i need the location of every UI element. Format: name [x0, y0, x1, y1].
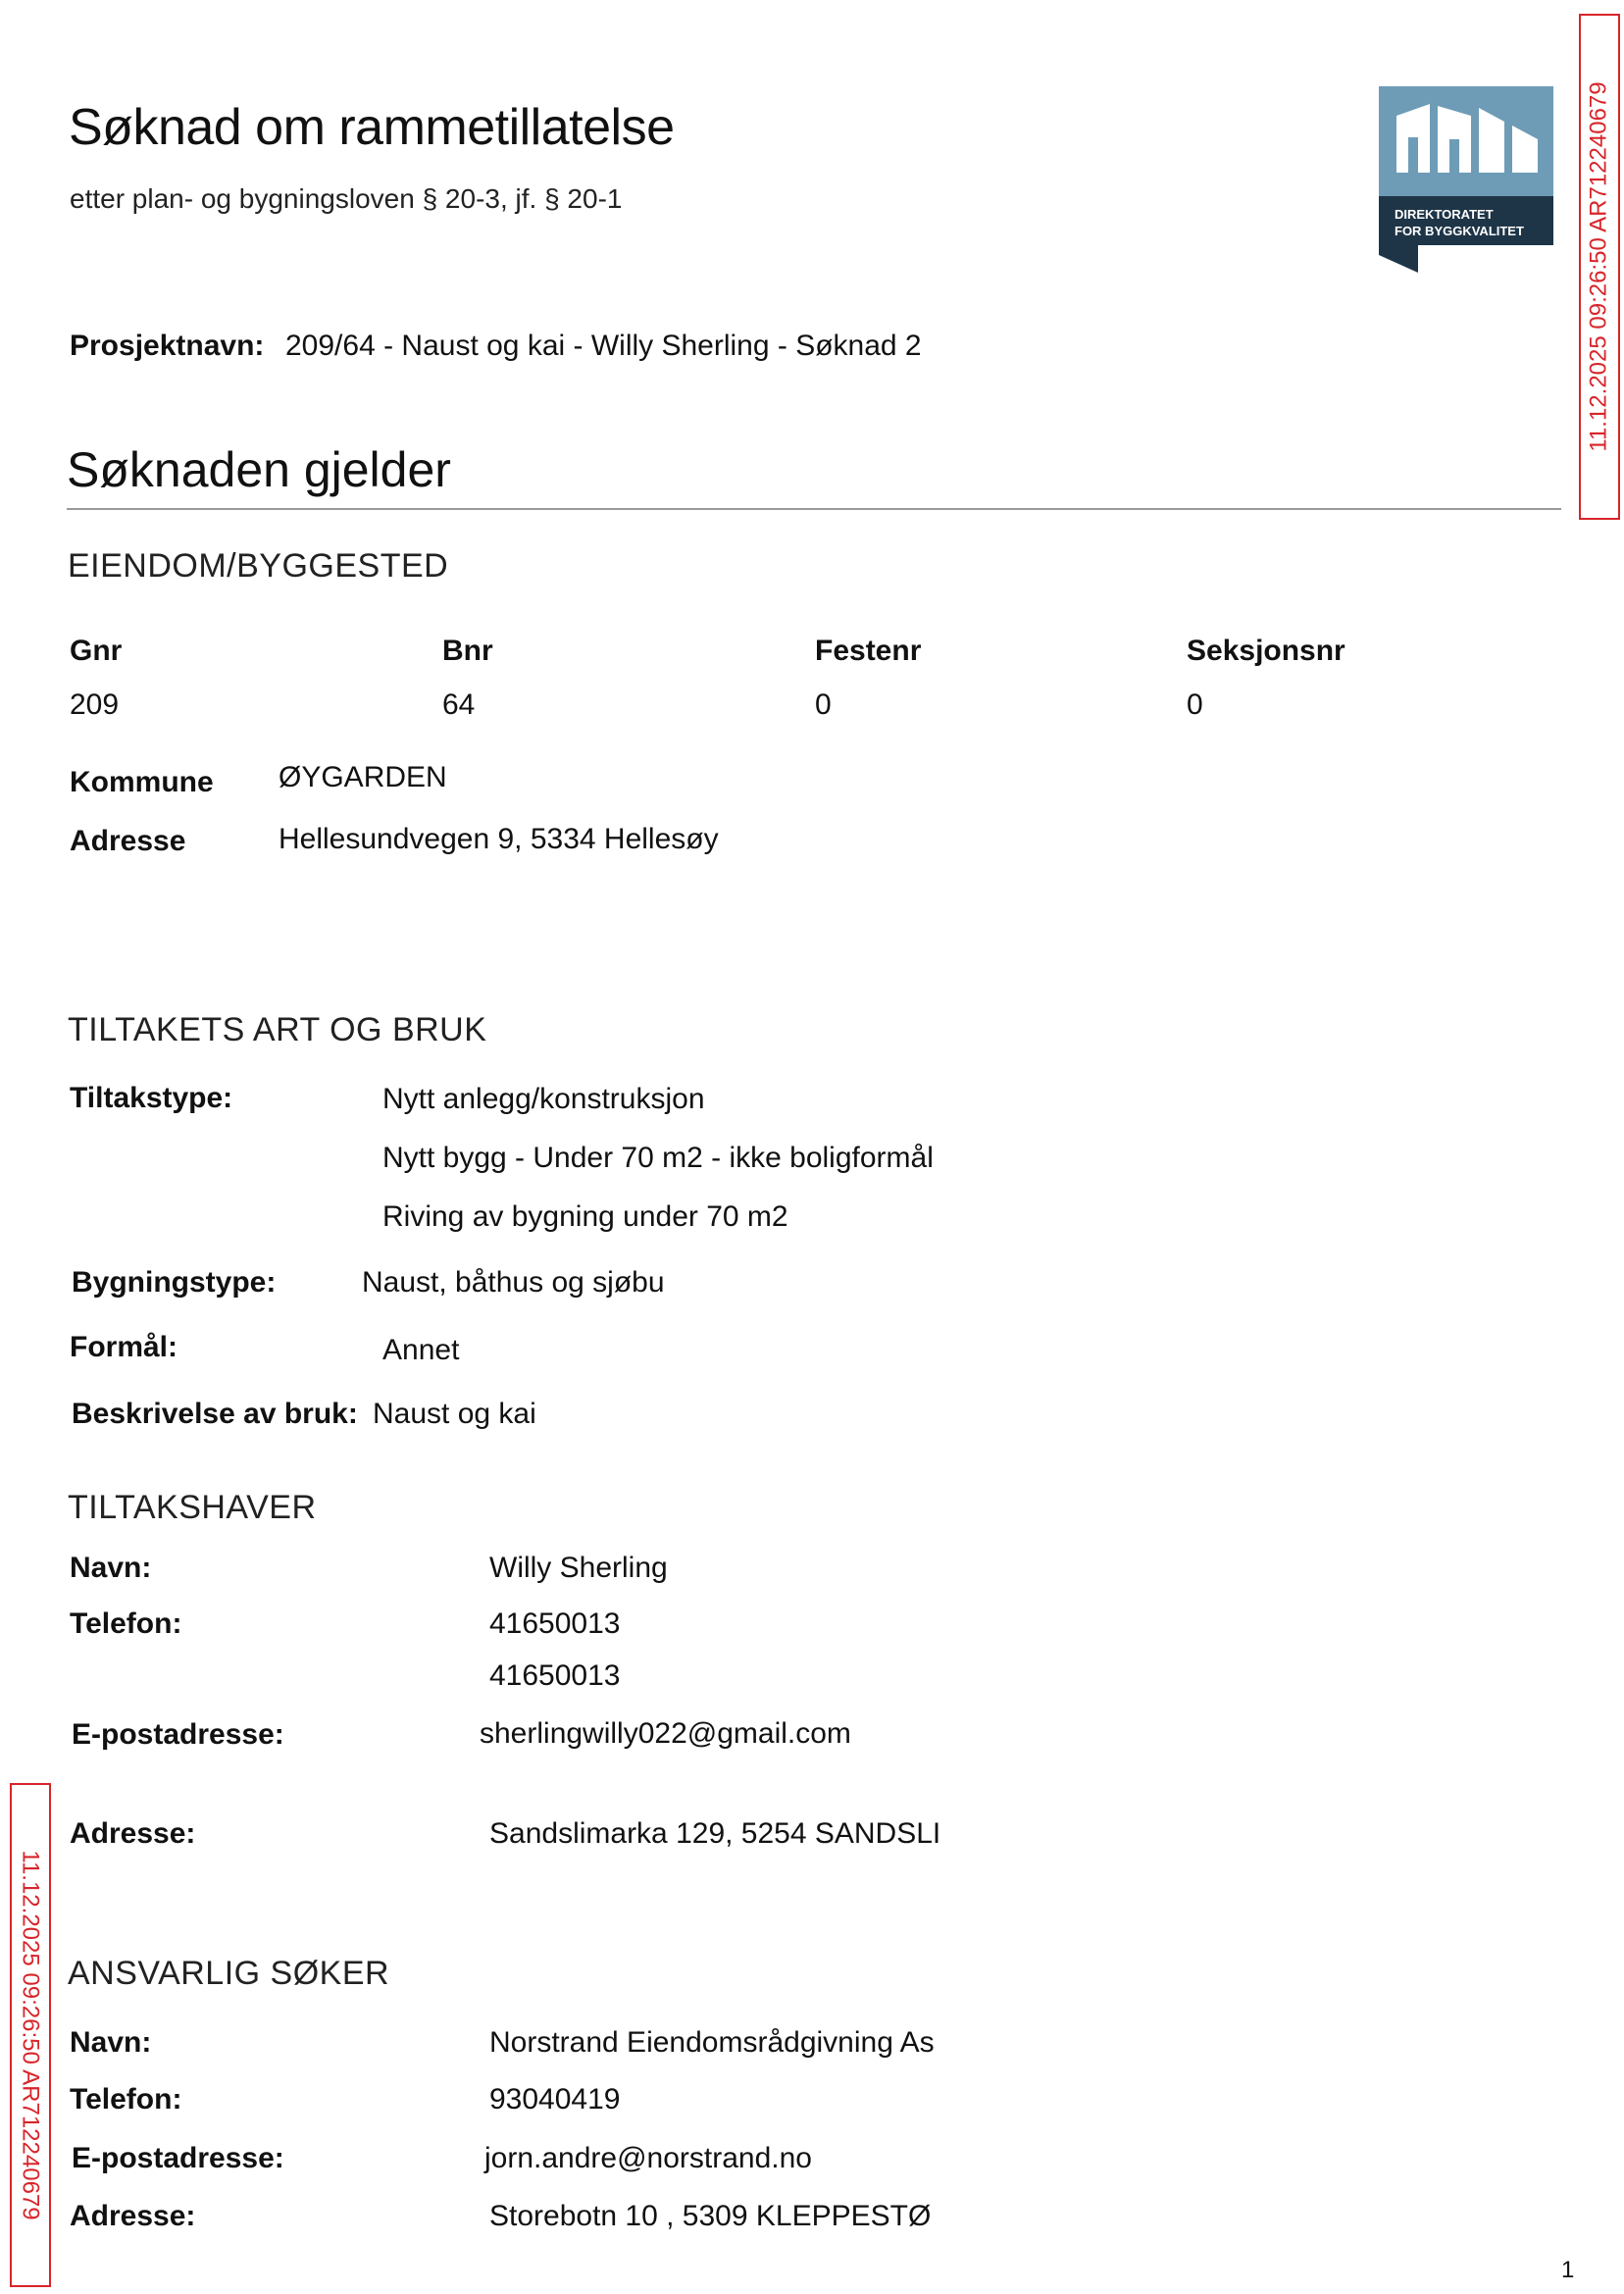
- soker-navn-label: Navn:: [70, 2026, 152, 2059]
- bygningstype-label: Bygningstype:: [72, 1266, 277, 1299]
- page-number: 1: [1561, 2257, 1575, 2283]
- bruk-label: Beskrivelse av bruk:: [72, 1398, 358, 1430]
- project-label: Prosjektnavn:: [70, 330, 265, 362]
- soker-telefon-value: 93040419: [489, 2083, 621, 2116]
- stamp-text-top: 11.12.2025 09:26:50 AR712240679: [1586, 81, 1612, 452]
- document-title: Søknad om rammetillatelse: [69, 99, 675, 156]
- tiltak-heading: TILTAKETS ART OG BRUK: [68, 1011, 487, 1048]
- soker-navn-value: Norstrand Eiendomsrådgivning As: [489, 2026, 935, 2059]
- seksjonsnr-label: Seksjonsnr: [1187, 635, 1345, 667]
- tiltakshaver-epost-label: E-postadresse:: [72, 1718, 284, 1751]
- tiltakshaver-adresse-label: Adresse:: [70, 1817, 196, 1850]
- tiltakshaver-telefon-label: Telefon:: [70, 1607, 182, 1640]
- eiendom-adresse-label: Adresse: [70, 825, 186, 857]
- kommune-value: ØYGARDEN: [279, 761, 447, 793]
- eiendom-adresse-value: Hellesundvegen 9, 5334 Hellesøy: [279, 823, 719, 855]
- tiltakshaver-heading: TILTAKSHAVER: [68, 1489, 317, 1526]
- tiltakstype-value-1: Nytt anlegg/konstruksjon: [382, 1083, 705, 1115]
- bnr-label: Bnr: [442, 635, 493, 667]
- tiltakshaver-telefon-value-1: 41650013: [489, 1607, 621, 1640]
- gnr-label: Gnr: [70, 635, 123, 667]
- soker-epost-label: E-postadresse:: [72, 2142, 284, 2174]
- section-divider: [67, 508, 1561, 510]
- tiltakshaver-adresse-value: Sandslimarka 129, 5254 SANDSLI: [489, 1817, 941, 1850]
- formal-label: Formål:: [70, 1331, 178, 1363]
- tiltakstype-label: Tiltakstype:: [70, 1082, 233, 1114]
- logo-line-1: DIREKTORATET: [1395, 207, 1494, 222]
- festenr-value: 0: [815, 688, 832, 721]
- logo-line-2: FOR BYGGKVALITET: [1395, 224, 1524, 238]
- soker-epost-value: jorn.andre@norstrand.no: [484, 2142, 812, 2174]
- tiltakshaver-navn-value: Willy Sherling: [489, 1552, 668, 1584]
- eiendom-heading: EIENDOM/BYGGESTED: [68, 547, 449, 585]
- gnr-value: 209: [70, 688, 120, 721]
- bruk-value: Naust og kai: [373, 1398, 536, 1430]
- soker-adresse-label: Adresse:: [70, 2200, 196, 2232]
- dibk-logo: [1379, 86, 1553, 273]
- document-subtitle: etter plan- og bygningsloven § 20-3, jf. § 20-1: [70, 183, 623, 214]
- soker-adresse-value: Storebotn 10 , 5309 KLEPPESTØ: [489, 2200, 932, 2232]
- tiltakstype-value-2: Nytt bygg - Under 70 m2 - ikke boligformål: [382, 1142, 934, 1174]
- tiltakstype-value-3: Riving av bygning under 70 m2: [382, 1200, 788, 1233]
- soker-heading: ANSVARLIG SØKER: [68, 1955, 390, 1992]
- tiltakshaver-telefon-value-2: 41650013: [489, 1659, 621, 1692]
- stamp-text-left: 11.12.2025 09:26:50 AR712240679: [18, 1850, 44, 2220]
- bnr-value: 64: [442, 688, 476, 721]
- seksjonsnr-value: 0: [1187, 688, 1203, 721]
- section-title: Søknaden gjelder: [67, 442, 451, 497]
- festenr-label: Festenr: [815, 635, 922, 667]
- soker-telefon-label: Telefon:: [70, 2083, 182, 2116]
- archive-stamp-left: [10, 1783, 51, 2287]
- bygningstype-value: Naust, båthus og sjøbu: [362, 1266, 665, 1299]
- tiltakshaver-navn-label: Navn:: [70, 1552, 152, 1584]
- formal-value: Annet: [382, 1334, 460, 1366]
- project-value: 209/64 - Naust og kai - Willy Sherling - Søknad 2: [285, 330, 922, 362]
- kommune-label: Kommune: [70, 766, 214, 798]
- tiltakshaver-epost-value: sherlingwilly022@gmail.com: [480, 1717, 851, 1750]
- archive-stamp-top: [1579, 14, 1620, 520]
